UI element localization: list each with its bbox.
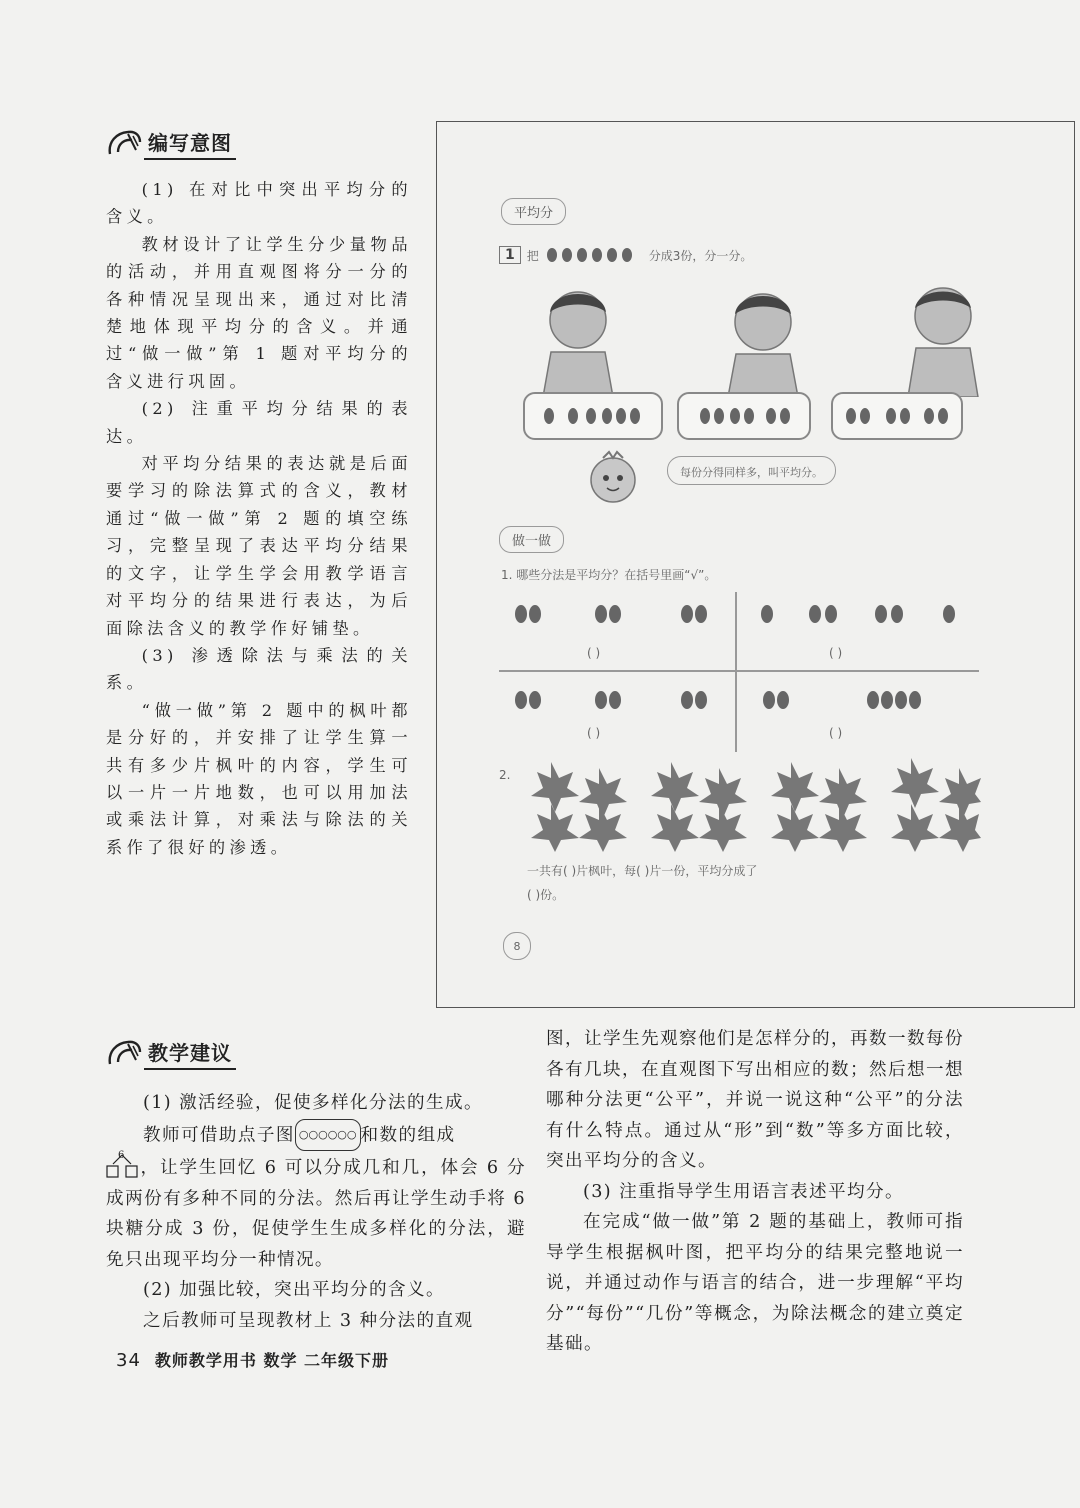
problem-1-line [499, 246, 752, 264]
dot-diagram: ○○○○○○ [295, 1119, 361, 1152]
practice-tag: 做一做 [499, 526, 564, 553]
suggestion-paragraph-3: 在完成“做一做”第 2 题的基础上，教师可指导学生根据枫叶图，把平均分的结果完整地说一说，并通过动作与语言的结合，进一步理解“平均分”“每份”“几份”等概念，为除法概念的建立奠定基础。 [546, 1212, 964, 1354]
section-heading-intent [106, 128, 236, 158]
text-run: 教师可借助点子图 [142, 1124, 295, 1145]
suggestion-paragraph-2-continued: 图，让学生先观察他们是怎样分的，再数一数每份各有几块，在直观图下写出相应的数；然后想一想哪种分法更“公平”，并说一说这种“公平”的分法有什么特点。通过从“形”到“数”等多方面比较，突出平均分的含义。 [546, 1029, 964, 1171]
section-heading-suggestions [106, 1038, 236, 1068]
suggestions-left-column [106, 1088, 526, 1336]
pencil-hand-icon [106, 1038, 144, 1068]
grouping-b [753, 596, 973, 632]
candy-group-icon [833, 394, 961, 438]
intent-point-2: (2) 注重平均分结果的表达。 [106, 399, 412, 446]
section-title: 编写意图 [144, 127, 236, 160]
plate-3 [831, 392, 963, 440]
plate-1 [523, 392, 663, 440]
grouping-c [507, 682, 727, 718]
intent-paragraph-1: 教材设计了让学生分少量物品的活动，并用直观图将分一分的各种情况呈现出来，通过对比清楚地体现平均分的含义。并通过“做一做”第 1 题对平均分的含义进行巩固。 [106, 234, 412, 391]
candy-row-icon [545, 246, 643, 264]
mascot-icon [583, 448, 643, 506]
plate-2 [677, 392, 811, 440]
composition-branch-icon [106, 1151, 140, 1179]
problem-number: 1 [499, 246, 521, 264]
suggestion-paragraph-2: 之后教师可呈现教材上 3 种分法的直观 [142, 1310, 474, 1331]
practice-question-2-line-2: ( )份。 [527, 888, 565, 902]
problem-prefix: 把 [526, 248, 539, 263]
pencil-hand-icon [106, 128, 144, 158]
grouping-d [753, 682, 973, 718]
suggestions-right-column [546, 1024, 964, 1360]
answer-paren-c: ( ) [587, 726, 601, 740]
suggestion-paragraph-1b [106, 1151, 526, 1275]
text-run: ，让学生回忆 6 可以分成几和几，体会 6 分成两份有多种不同的分法。然后再让学生动手将 6 块糖分成 3 份，促使学生生成多样化的分法，避免只出现平均分一种情况。 [106, 1158, 526, 1270]
grouping-a [507, 596, 727, 632]
practice-question-2-number: 2. [499, 768, 511, 782]
text-run: 和数的组成 [360, 1124, 456, 1145]
suggestion-point-3: (3) 注重指导学生用语言表述平均分。 [582, 1181, 904, 1202]
page-footer [116, 1348, 389, 1371]
maple-leaves-illustration [521, 752, 981, 852]
practice-question-2-line-1: 一共有( )片枫叶，每( )片一份，平均分成了 [527, 864, 758, 878]
answer-paren-b: ( ) [829, 646, 843, 660]
grid-divider-vertical [735, 592, 737, 752]
book-title: 教师教学用书 数学 二年级下册 [154, 1351, 390, 1370]
intent-point-1: (1) 在对比中突出平均分的含义。 [106, 180, 412, 227]
textbook-page-number-badge [503, 932, 531, 960]
problem-suffix: 分成3份，分一分。 [648, 248, 753, 263]
grid-divider-horizontal [499, 670, 979, 672]
section-title: 教学建议 [144, 1037, 236, 1070]
topic-tag: 平均分 [501, 198, 566, 225]
speech-bubble [667, 456, 836, 485]
intent-body [106, 176, 412, 861]
answer-paren-d: ( ) [829, 726, 843, 740]
composition-total: 6 [118, 1150, 125, 1161]
suggestion-paragraph-1a [106, 1119, 526, 1152]
children-illustration [533, 282, 1003, 397]
suggestion-point-2: (2) 加强比较，突出平均分的含义。 [142, 1280, 445, 1300]
practice-question-1: 1. 哪些分法是平均分？在括号里画“√”。 [501, 568, 717, 582]
intent-paragraph-3: “做一做”第 2 题中的枫叶都是分好的，并安排了让学生算一共有多少片枫叶的内容，学生可以一片一片地数，也可以用加法或乘法计算，对乘法与除法的关系作了很好的渗透。 [106, 700, 412, 857]
textbook-page-number: 8 [513, 939, 521, 953]
textbook-page-image [436, 121, 1075, 1008]
speech-text: 每份分得同样多，叫平均分。 [680, 466, 823, 479]
intent-paragraph-2: 对平均分结果的表达就是后面要学习的除法算式的含义，教材通过“做一做”第 2 题的填空练习，完整呈现了表达平均分结果的文字，让学生学会用教学语言对平均分的结果进行表达，为后面除法含义的教学作好铺垫。 [106, 454, 412, 638]
candy-group-icon [679, 394, 809, 438]
page-number: 34 [116, 1350, 141, 1371]
candy-group-icon [525, 394, 661, 438]
intent-point-3: (3) 渗透除法与乘法的关系。 [106, 645, 412, 693]
number-composition-diagram [106, 1151, 140, 1179]
answer-paren-a: ( ) [587, 646, 601, 660]
suggestion-point-1: (1) 激活经验，促使多样化分法的生成。 [142, 1093, 483, 1113]
